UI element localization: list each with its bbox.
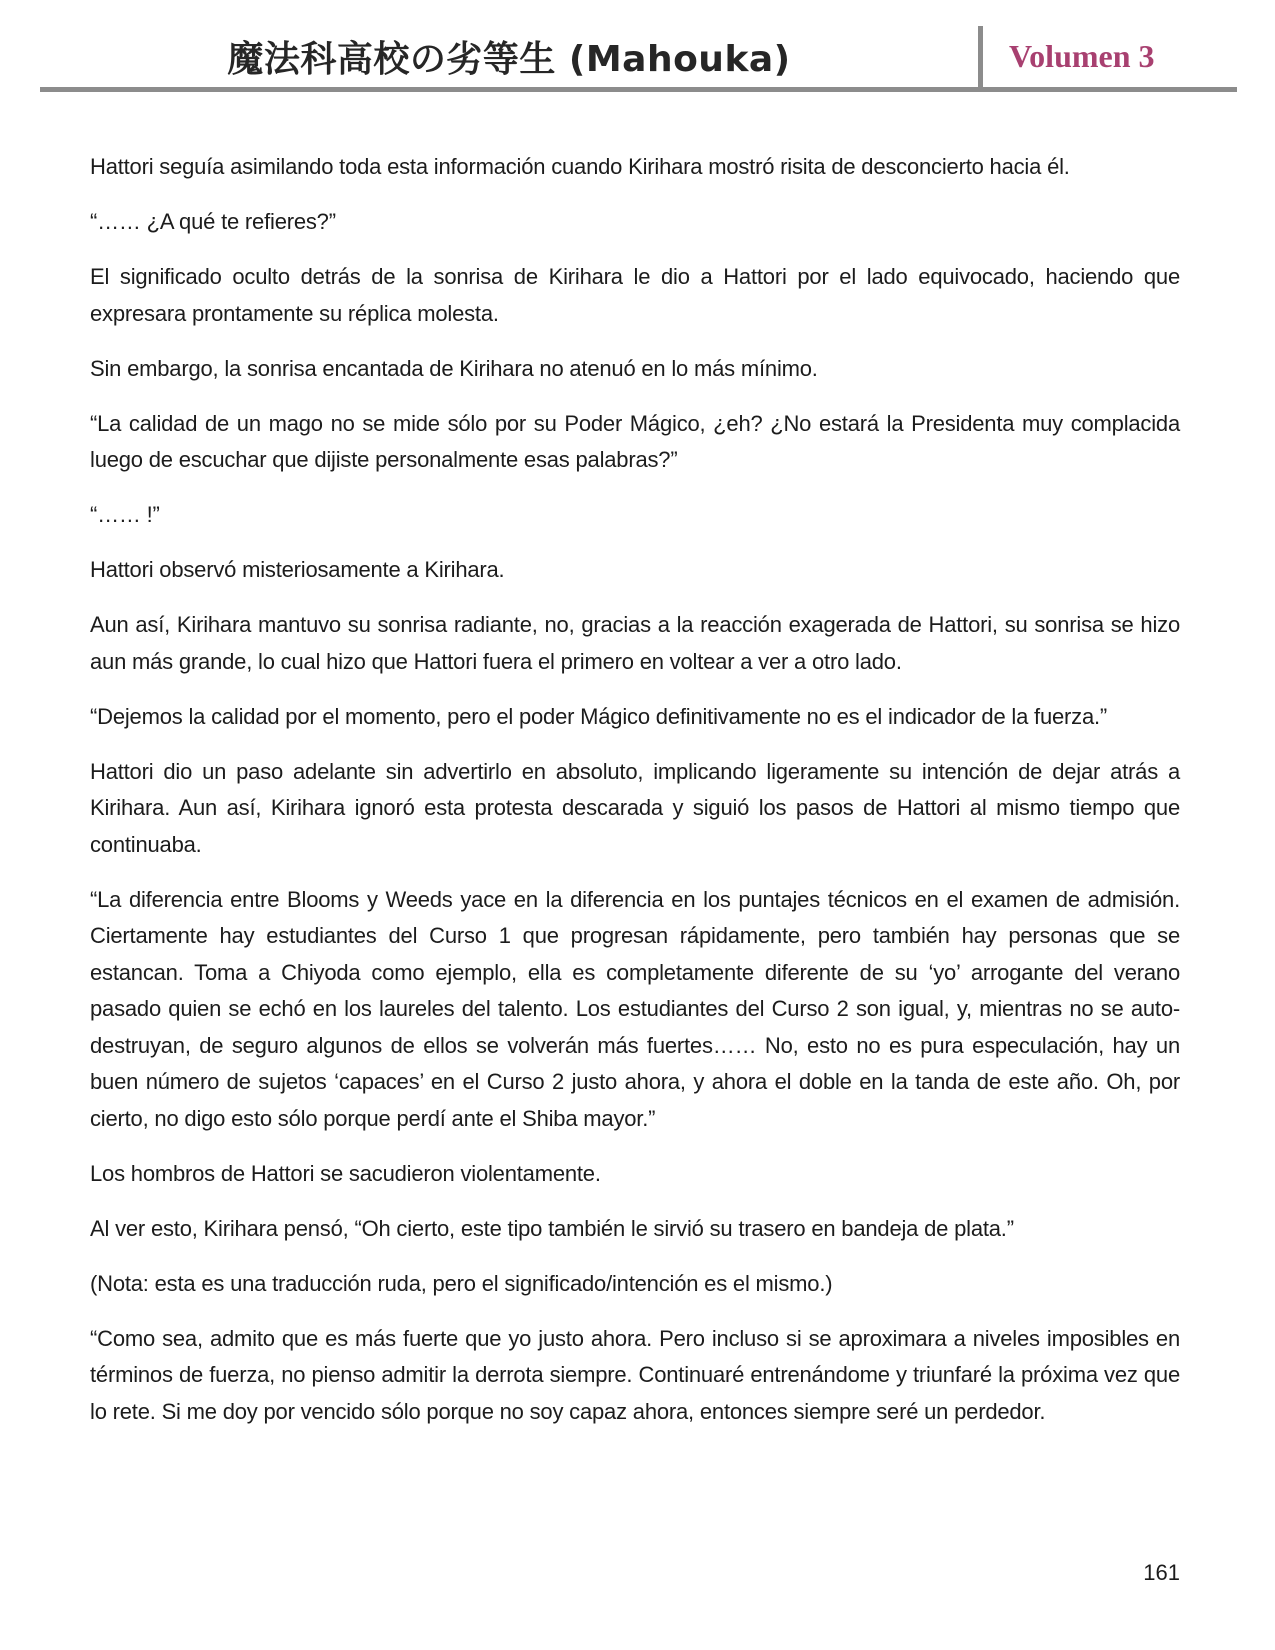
paragraph-5: “La calidad de un mago no se mide sólo por su Poder Mágico, ¿eh? ¿No estará la Presidenta muy complacida luego de escuchar que dijiste personalmente esas palabras?” (90, 410, 1180, 472)
paragraph-10: Hattori dio un paso adelante sin advertirlo en absoluto, implicando ligeramente su intención de dejar atrás a Kirihara. Aun así, Kirihara ignoró esta protesta descarada y siguió los pasos de Hattori al mismo tiempo que continuaba. (90, 758, 1180, 857)
paragraph-13: Al ver esto, Kirihara pensó, “Oh cierto, este tipo también le sirvió su trasero en bandeja de plata.” (90, 1215, 1014, 1241)
page-header (40, 26, 1237, 92)
paragraph-12: Los hombros de Hattori se sacudieron violentamente. (90, 1160, 601, 1186)
paragraph-4: Sin embargo, la sonrisa encantada de Kirihara no atenuó en lo más mínimo. (90, 355, 818, 381)
paragraph-14: (Nota: esta es una traducción ruda, pero el significado/intención es el mismo.) (90, 1270, 833, 1296)
book-title: 魔法科高校の劣等生 (Mahouka) (227, 39, 791, 80)
header-volume-cell (978, 26, 1237, 87)
paragraph-7: Hattori observó misteriosamente a Kirihara. (90, 557, 505, 582)
paragraph-9: “Dejemos la calidad por el momento, pero el poder Mágico definitivamente no es el indicador de la fuerza.” (90, 703, 1108, 729)
paragraph-6: “…… !” (90, 502, 160, 527)
paragraph-3: El significado oculto detrás de la sonrisa de Kirihara le dio a Hattori por el lado equivocado, haciendo que expresara prontamente su réplica molesta. (90, 264, 1180, 326)
paragraph-1: Hattori seguía asimilando toda esta información cuando Kirihara mostró risita de desconcierto hacia él. (90, 154, 1070, 179)
paragraph-2: “…… ¿A qué te refieres?” (90, 209, 336, 234)
paragraph-11: “La diferencia entre Blooms y Weeds yace en la diferencia en los puntajes técnicos en el examen de admisión. Ciertamente hay estudiantes del Curso 1 que progresan rápidamente, pero también hay personas que se estancan. Toma a Chiyoda como ejemplo, ella es completamente diferente de su ‘yo’ arrogante del verano pasado quien se echó en los laureles del talento. Los estudiantes del Curso 2 son igual, y, mientras no se auto-destruyan, de seguro algunos de ellos se volverán más fuertes…… No, esto no es pura especulación, hay un buen número de sujetos ‘capaces’ en el Curso 2 justo ahora, y ahora el doble en la tanda de este año. Oh, por cierto, no digo esto sólo porque perdí ante el Shiba mayor.” (90, 886, 1180, 1131)
paragraph-8: Aun así, Kirihara mantuvo su sonrisa radiante, no, gracias a la reacción exagerada de Hattori, su sonrisa se hizo aun más grande, lo cual hizo que Hattori fuera el primero en voltear a ver a otro lado. (90, 612, 1180, 674)
header-title-cell (40, 26, 978, 87)
volume-label: Volumen 3 (1009, 38, 1155, 74)
body-text (90, 149, 1180, 1449)
page-number: 161 (1143, 1560, 1180, 1585)
paragraph-15: “Como sea, admito que es más fuerte que yo justo ahora. Pero incluso si se aproximara a niveles imposibles en términos de fuerza, no pienso admitir la derrota siempre. Continuaré entrenándome y triunfaré la próxima vez que lo rete. Si me doy por vencido sólo porque no soy capaz ahora, entonces siempre seré un perdedor. (90, 1325, 1180, 1424)
